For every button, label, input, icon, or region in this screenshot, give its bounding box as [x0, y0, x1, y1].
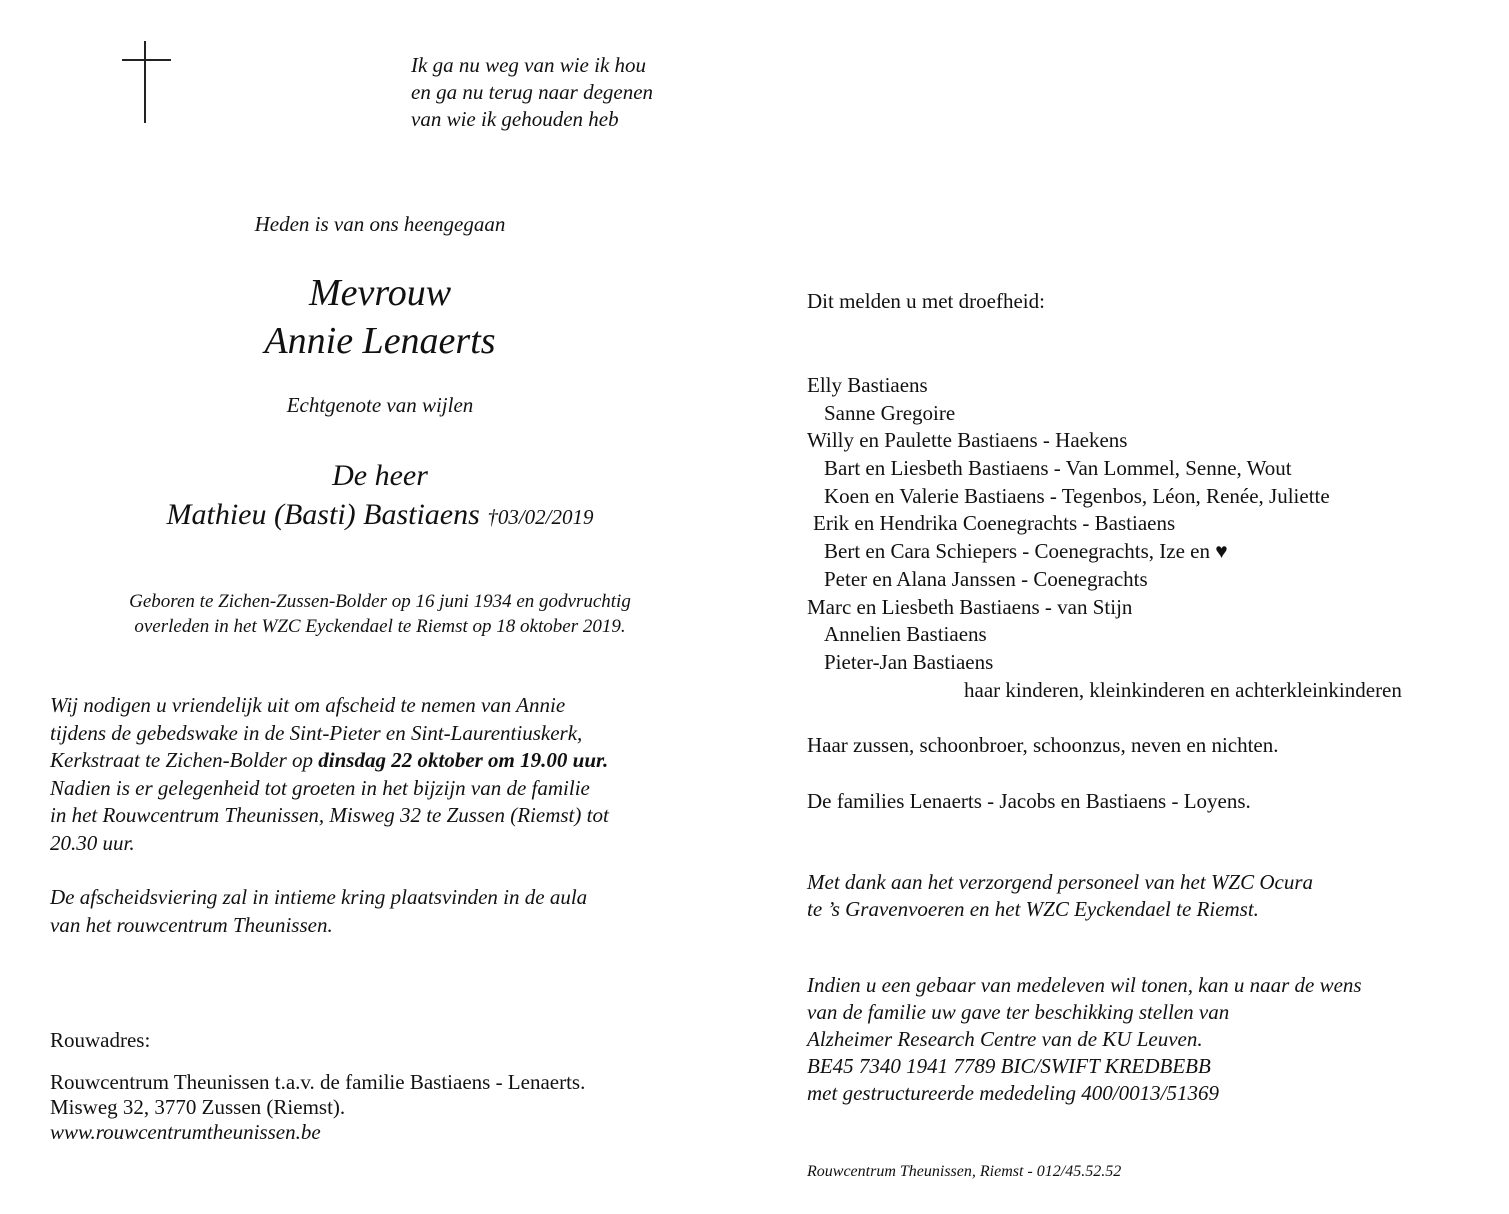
spouse-line [40, 497, 720, 535]
footer-credit: Rouwcentrum Theunissen, Riemst - 012/45.52.52 [807, 1163, 1122, 1180]
family-intro: Dit melden u met droefheid: [807, 289, 1045, 313]
heden-text: Heden is van ons heengegaan [254, 212, 506, 236]
donation-line: BE45 7340 1941 7789 BIC/SWIFT KREDBEBB [807, 1054, 1211, 1078]
invitation-line: tijdens de gebedswake in de Sint-Pieter en Sint-Laurentiuskerk, [50, 720, 583, 745]
invitation-line: in het Rouwcentrum Theunissen, Misweg 32 te Zussen (Riemst) tot [50, 803, 609, 827]
website-link[interactable]: www.rouwcentrumtheunissen.be [50, 1120, 321, 1144]
family-member: Elly Bastiaens [807, 373, 928, 397]
family-member: Marc en Liesbeth Bastiaens - van Stijn [807, 594, 1133, 619]
address-label: Rouwadres: [50, 1028, 151, 1052]
poem [411, 52, 653, 133]
invitation-datetime: dinsdag 22 oktober om 19.00 uur. [318, 748, 609, 772]
deceased-name: Annie Lenaerts [264, 320, 496, 362]
invitation-line: 20.30 uur. [50, 830, 135, 855]
invitation-paragraph [50, 692, 609, 857]
spouse-name: Mathieu (Basti) Bastiaens [166, 498, 480, 531]
poem-line: Ik ga nu weg van wie ik hou [411, 53, 647, 77]
invitation-line: Wij nodigen u vriendelijk uit om afscheid te nemen van Annie [50, 693, 566, 717]
thanks-paragraph [807, 869, 1313, 923]
address-block [50, 1070, 585, 1145]
family-member: Erik en Hendrika Coenegrachts - Bastiaens [813, 511, 1176, 536]
donation-line: Indien u een gebaar van medeleven wil tonen, kan u naar de wens [807, 973, 1362, 997]
born-line: overleden in het WZC Eyckendael te Riemst op 18 oktober 2019. [134, 616, 626, 637]
spouse-title: De heer [332, 459, 428, 492]
invitation-line-prefix: Kerkstraat te Zichen-Bolder op [50, 748, 319, 772]
invitation-line: Nadien is er gelegenheid tot groeten in het bijzijn van de familie [50, 775, 590, 800]
donation-line: met gestructureerde mededeling 400/0013/51369 [807, 1081, 1219, 1105]
address-line: Rouwcentrum Theunissen t.a.v. de familie Bastiaens - Lenaerts. [50, 1070, 586, 1094]
invitation-line [50, 747, 609, 775]
family-summary: haar kinderen, kleinkinderen en achterkleinkinderen [964, 677, 1402, 702]
farewell-line: De afscheidsviering zal in intieme kring plaatsvinden in de aula [50, 885, 588, 909]
thanks-line: Met dank aan het verzorgend personeel van het WZC Ocura [807, 870, 1314, 894]
poem-line: en ga nu terug naar degenen [411, 80, 654, 104]
donation-line: Alzheimer Research Centre van de KU Leuven. [807, 1027, 1203, 1051]
poem-line: van wie ik gehouden heb [411, 107, 619, 131]
farewell-line: van het rouwcentrum Theunissen. [50, 912, 333, 937]
family-member: Peter en Alana Janssen - Coenegrachts [824, 566, 1148, 591]
family-member: Pieter-Jan Bastiaens [824, 649, 994, 674]
family-member: Bert en Cara Schiepers - Coenegrachts, Ize en ♥ [824, 539, 1228, 564]
donation-line: van de familie uw gave ter beschikking stellen van [807, 1000, 1230, 1024]
farewell-paragraph [50, 884, 587, 939]
family-member: Koen en Valerie Bastiaens - Tegenbos, Léon, Renée, Juliette [824, 483, 1330, 508]
deceased-title: Mevrouw [308, 272, 452, 314]
family-member: Bart en Liesbeth Bastiaens - Van Lommel, Senne, Wout [824, 456, 1292, 481]
families-line: De families Lenaerts - Jacobs en Bastiaens - Loyens. [807, 789, 1251, 813]
family-member: Willy en Paulette Bastiaens - Haekens [807, 428, 1128, 453]
birth-death-info [40, 589, 720, 639]
spouse-death-date: 03/02/2019 [497, 505, 594, 529]
death-cross-symbol: † [487, 505, 498, 529]
relatives-line: Haar zussen, schoonbroer, schoonzus, neven en nichten. [807, 733, 1279, 757]
thanks-line: te ’s Gravenvoeren en het WZC Eyckendael te Riemst. [807, 897, 1259, 921]
address-line: Misweg 32, 3770 Zussen (Riemst). [50, 1095, 346, 1119]
family-member: Sanne Gregoire [824, 400, 956, 425]
family-list [807, 372, 1402, 704]
spouse-intro: Echtgenote van wijlen [286, 393, 474, 417]
donation-paragraph [807, 972, 1362, 1107]
born-line: Geboren te Zichen-Zussen-Bolder op 16 juni 1934 en godvruchtig [129, 591, 631, 612]
family-member: Annelien Bastiaens [824, 622, 987, 647]
